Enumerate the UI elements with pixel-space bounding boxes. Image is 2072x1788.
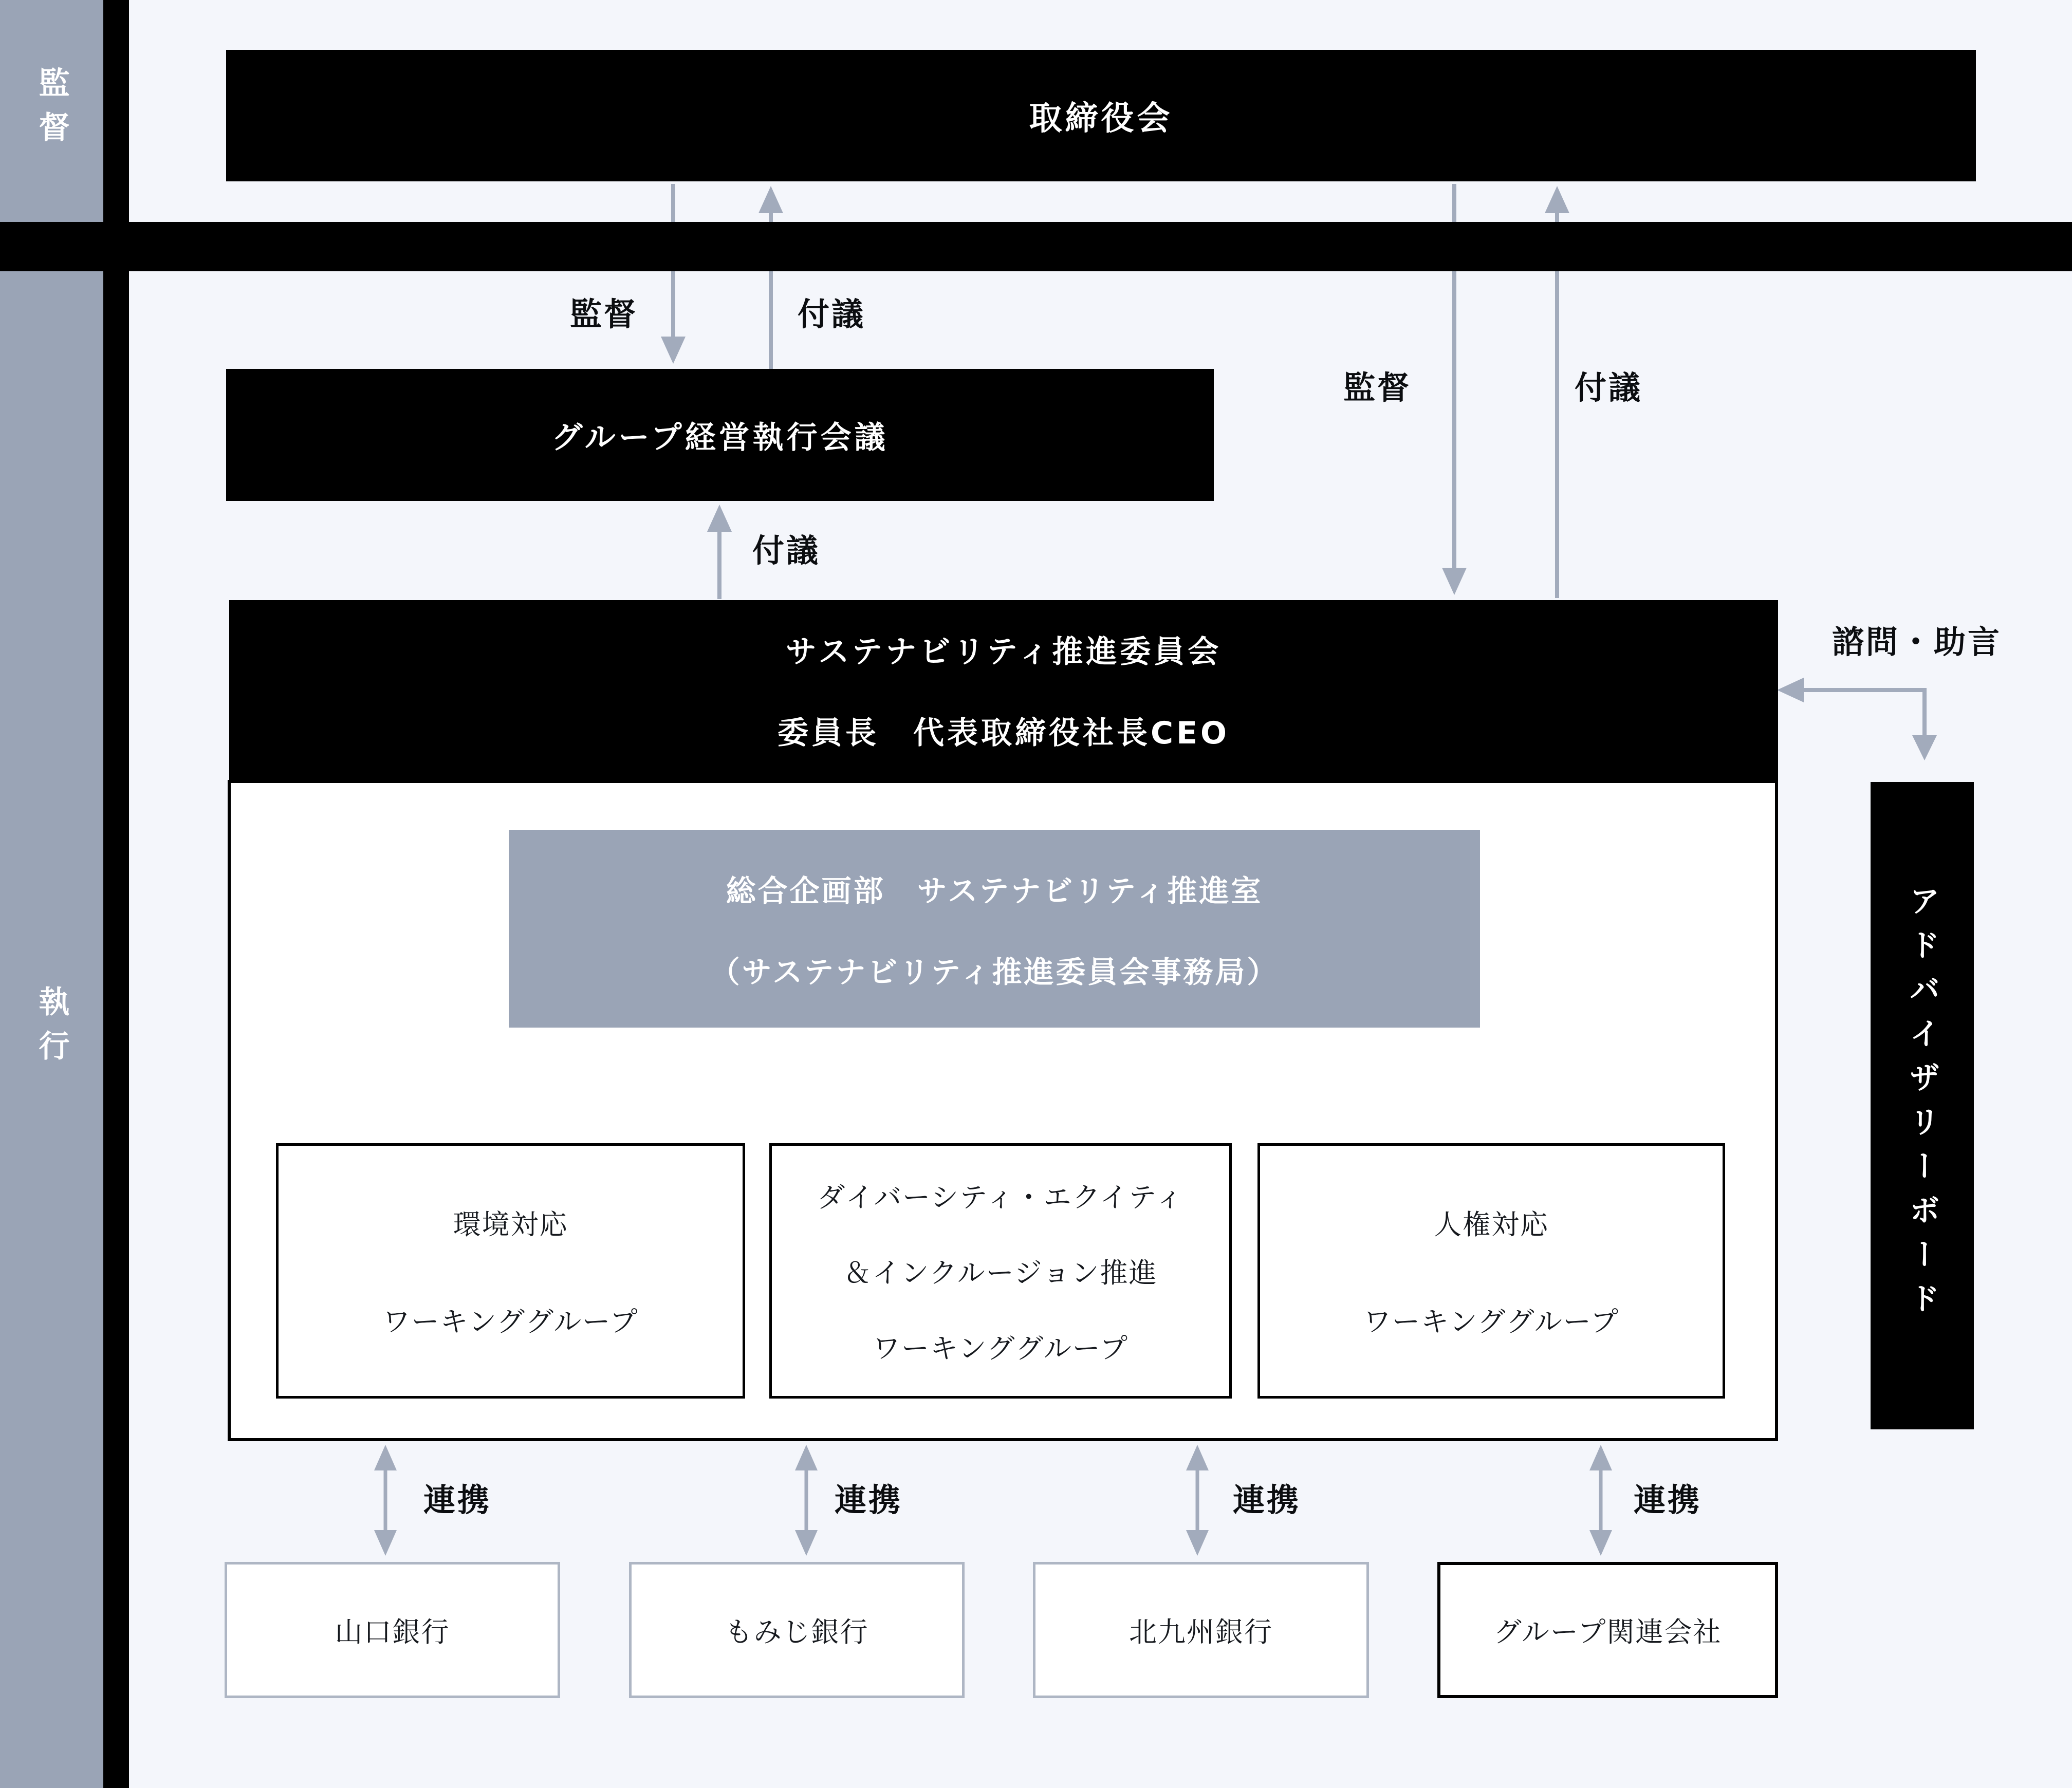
group-exec-meeting-label: グループ経営執行会議 [551,419,889,456]
sustainability-committee-title: サステナビリティ推進委員会 [785,634,1222,670]
wg-human-rights-line1: 人権対応 [1434,1208,1549,1241]
collaborate-label-4: 連携 [1633,1481,1701,1519]
sidebar-supervision [0,0,103,222]
collaborate-label-3: 連携 [1232,1481,1301,1519]
wg-dei-line1: ダイバーシティ・エクイティ [817,1181,1184,1214]
advisory-board-box [1871,782,1974,1429]
sustainability-committee-box [229,600,1778,780]
sidebar-supervision-label: 監督 [33,67,70,155]
board-of-directors-box [226,50,1976,181]
bank-momiji-label: もみじ銀行 [725,1616,869,1648]
supervise-label-right: 監督 [1343,369,1411,406]
refer-label-right: 付議 [1574,369,1642,406]
bank-kitakyushu-label: 北九州銀行 [1129,1616,1273,1648]
sustainability-office-box [509,830,1480,1028]
refer-up-arrow-left [758,186,783,369]
sidebar-execution [0,271,103,1788]
group-affiliates-label: グループ関連会社 [1493,1616,1722,1648]
refer-label-middle: 付議 [752,532,820,569]
working-group-environment [276,1143,745,1399]
group-affiliates-box [1437,1562,1778,1698]
wg-dei-line3: ワーキンググループ [872,1332,1129,1365]
bank-yamaguchi-box [225,1562,560,1698]
bank-kitakyushu-box [1033,1562,1369,1698]
sidebar-execution-label: 執行 [33,985,70,1074]
supervise-label-left: 監督 [569,295,638,333]
bank-yamaguchi-label: 山口銀行 [335,1616,450,1648]
refer-label-left: 付議 [797,295,865,333]
wg-environment-line2: ワーキンググループ [382,1305,639,1338]
consult-advise-elbow-arrow [1777,678,1937,760]
wg-dei-line2: ＆インクルージョン推進 [843,1257,1158,1289]
sustainability-committee-chair: 委員長 代表取締役社長CEO [777,715,1230,751]
wg-human-rights-line2: ワーキンググループ [1363,1305,1620,1338]
wg-environment-line1: 環境対応 [453,1208,568,1241]
sustainability-office-subtitle: （サステナビリティ推進委員会事務局） [710,954,1279,990]
bank-momiji-box [629,1562,965,1698]
board-of-directors-label: 取締役会 [1029,100,1173,138]
advisory-board-label: アドバイザリーボード [1904,885,1940,1327]
working-group-dei [769,1143,1232,1399]
horizontal-divider-band [0,222,2072,271]
collaborate-label-1: 連携 [423,1481,491,1519]
working-group-human-rights [1257,1143,1725,1399]
sustainability-office-title: 総合企画部 サステナビリティ推進室 [726,873,1263,908]
supervise-down-arrow-left [661,184,686,364]
collaborate-label-2: 連携 [834,1481,902,1519]
consult-advise-label: 諮問・助言 [1831,623,2002,661]
group-exec-meeting-box [226,369,1214,501]
